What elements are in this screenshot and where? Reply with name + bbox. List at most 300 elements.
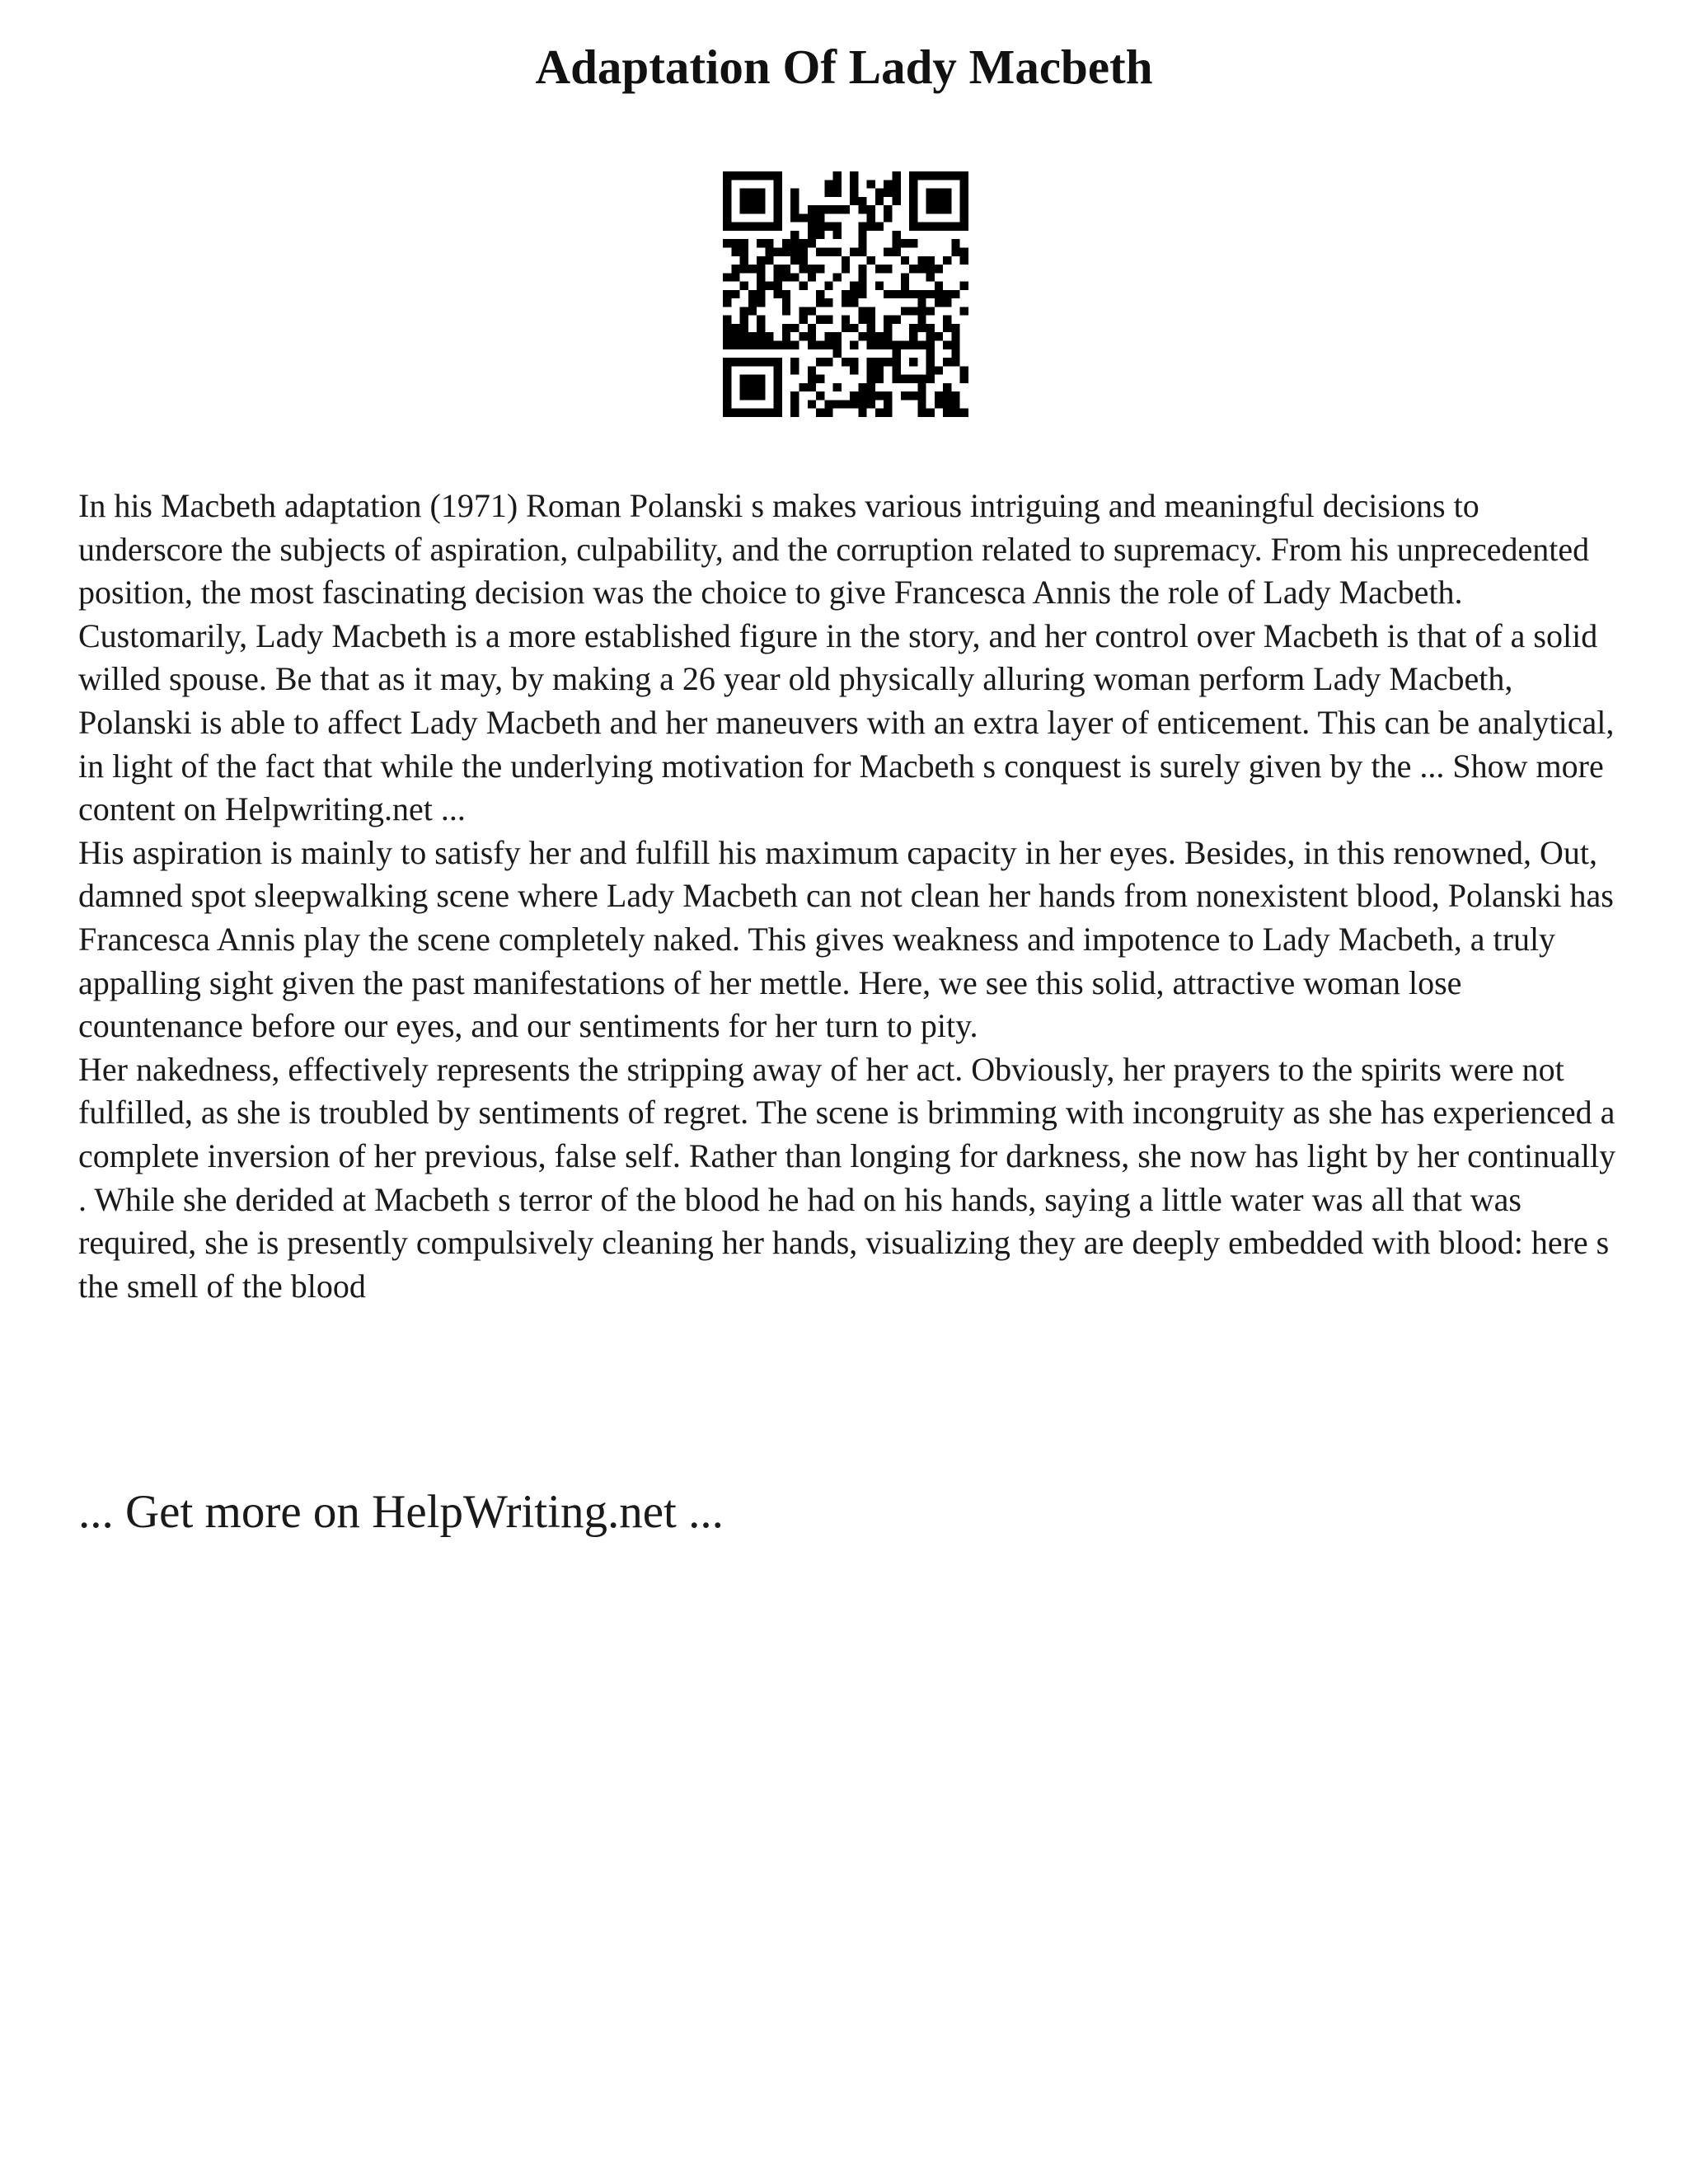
qr-module — [901, 391, 909, 400]
qr-module — [926, 265, 935, 273]
qr-module — [909, 324, 917, 332]
qr-module — [765, 171, 773, 180]
qr-module — [740, 332, 748, 340]
qr-module — [935, 366, 943, 374]
qr-module — [951, 391, 959, 400]
qr-module — [926, 375, 935, 383]
qr-module — [782, 341, 790, 349]
qr-module — [782, 324, 790, 332]
qr-module — [901, 256, 909, 265]
qr-module — [790, 366, 799, 374]
qr-module — [723, 213, 731, 222]
qr-module — [765, 256, 773, 265]
qr-module — [790, 400, 799, 408]
qr-module — [875, 223, 884, 231]
qr-module — [943, 400, 951, 408]
qr-module — [740, 205, 748, 213]
qr-module — [799, 307, 807, 315]
qr-module — [808, 239, 816, 247]
qr-module — [808, 265, 816, 273]
qr-module — [757, 239, 765, 247]
qr-module — [909, 180, 917, 188]
qr-module — [842, 316, 850, 324]
qr-module — [723, 171, 731, 180]
qr-module — [858, 247, 866, 255]
qr-module — [935, 197, 943, 205]
qr-module — [790, 273, 799, 281]
qr-module — [765, 223, 773, 231]
qr-module — [909, 205, 917, 213]
qr-module — [723, 298, 731, 307]
qr-module — [867, 375, 875, 383]
qr-module — [757, 282, 765, 290]
qr-module — [842, 298, 850, 307]
qr-module — [757, 341, 765, 349]
qr-module — [850, 282, 858, 290]
qr-module — [867, 391, 875, 400]
qr-module — [723, 290, 731, 298]
qr-module — [740, 171, 748, 180]
qr-module — [833, 341, 842, 349]
qr-module — [875, 358, 884, 366]
qr-module — [867, 358, 875, 366]
qr-module — [799, 265, 807, 273]
qr-module — [740, 341, 748, 349]
qr-module — [740, 307, 748, 315]
qr-module — [909, 307, 917, 315]
qr-module — [765, 239, 773, 247]
qr-module — [824, 358, 832, 366]
qr-module — [782, 265, 790, 273]
qr-module — [808, 383, 816, 391]
qr-module — [748, 171, 757, 180]
qr-module — [748, 189, 757, 197]
qr-module — [723, 332, 731, 340]
qr-module — [799, 383, 807, 391]
qr-module — [757, 298, 765, 307]
qr-module — [917, 391, 926, 400]
qr-module — [740, 265, 748, 273]
qr-module — [951, 290, 959, 298]
qr-module — [850, 341, 858, 349]
qr-module — [935, 265, 943, 273]
qr-module — [816, 391, 824, 400]
qr-module — [893, 375, 901, 383]
qr-module — [740, 247, 748, 255]
paragraph-3: Her nakedness, effectively represents the stripping away of her act. Obviously, her prayers to the spirits were not fulfilled, as she is troubled by sentiments of regret. The scene is brimming with incongruity as she has experienced a complete inversion of her previous, false self. Rather than longing for darkness, she now has light by her continually . While she derided at Macbeth s terror of the blood he had on his hands, saying a little water was all that was required, she is presently compulsively cleaning her hands, visualizing they are deeply embedded with blood: here s the smell of the blood — [78, 1050, 1616, 1305]
qr-module — [935, 205, 943, 213]
qr-module — [875, 391, 884, 400]
qr-module — [926, 358, 935, 366]
qr-module — [951, 223, 959, 231]
qr-module — [731, 409, 739, 417]
qr-module — [858, 409, 866, 417]
qr-module — [909, 332, 917, 340]
qr-module — [884, 409, 892, 417]
qr-module — [884, 265, 892, 273]
qr-module — [960, 409, 968, 417]
qr-module — [850, 290, 858, 298]
qr-module — [943, 383, 951, 391]
qr-module — [909, 171, 917, 180]
qr-module — [893, 189, 901, 197]
qr-module — [833, 205, 842, 213]
qr-module — [960, 375, 968, 383]
qr-module — [748, 265, 757, 273]
qr-module — [782, 239, 790, 247]
qr-module — [926, 171, 935, 180]
qr-module — [858, 282, 866, 290]
qr-module — [901, 375, 909, 383]
qr-module — [951, 400, 959, 408]
qr-module — [799, 332, 807, 340]
qr-module — [774, 273, 782, 281]
qr-module — [774, 391, 782, 400]
qr-module — [748, 205, 757, 213]
qr-module — [850, 171, 858, 180]
qr-module — [884, 180, 892, 188]
qr-module — [790, 247, 799, 255]
qr-module — [935, 391, 943, 400]
qr-module — [816, 316, 824, 324]
qr-module — [884, 324, 892, 332]
qr-module — [884, 189, 892, 197]
qr-module — [723, 366, 731, 374]
qr-module — [858, 205, 866, 213]
qr-module — [740, 324, 748, 332]
page-title: Adaptation Of Lady Macbeth — [535, 40, 1153, 94]
qr-module — [960, 205, 968, 213]
qr-module — [816, 341, 824, 349]
qr-code-icon[interactable] — [723, 171, 968, 417]
qr-module — [875, 265, 884, 273]
qr-module — [765, 247, 773, 255]
qr-module — [951, 247, 959, 255]
qr-module — [858, 265, 866, 273]
qr-module — [935, 189, 943, 197]
qr-module — [808, 366, 816, 374]
qr-module — [816, 223, 824, 231]
qr-module — [960, 189, 968, 197]
qr-module — [723, 189, 731, 197]
qr-module — [816, 231, 824, 239]
qr-module — [909, 189, 917, 197]
qr-module — [824, 332, 832, 340]
qr-module — [808, 205, 816, 213]
qr-module — [951, 324, 959, 332]
qr-module — [782, 307, 790, 315]
qr-module — [790, 409, 799, 417]
qr-module — [748, 197, 757, 205]
qr-module — [951, 358, 959, 366]
qr-module — [731, 332, 739, 340]
qr-module — [740, 358, 748, 366]
qr-module — [731, 358, 739, 366]
article-body — [78, 485, 1628, 1308]
qr-module — [740, 282, 748, 290]
qr-module — [731, 247, 739, 255]
qr-module — [740, 223, 748, 231]
qr-module — [917, 400, 926, 408]
qr-module — [893, 316, 901, 324]
qr-module — [858, 231, 866, 239]
qr-module — [774, 341, 782, 349]
qr-module — [757, 375, 765, 383]
qr-module — [790, 231, 799, 239]
qr-module — [943, 391, 951, 400]
qr-module — [917, 290, 926, 298]
qr-module — [748, 332, 757, 340]
qr-module — [960, 213, 968, 222]
qr-module — [782, 273, 790, 281]
qr-module — [901, 290, 909, 298]
qr-module — [867, 324, 875, 332]
qr-module — [824, 409, 832, 417]
qr-module — [858, 197, 866, 205]
qr-module — [935, 282, 943, 290]
qr-module — [833, 180, 842, 188]
qr-module — [774, 180, 782, 188]
qr-module — [926, 324, 935, 332]
qr-module — [951, 341, 959, 349]
qr-module — [723, 324, 731, 332]
qr-module — [790, 213, 799, 222]
qr-module — [774, 366, 782, 374]
qr-module — [850, 358, 858, 366]
qr-module — [782, 247, 790, 255]
qr-module — [842, 290, 850, 298]
qr-module — [867, 256, 875, 265]
qr-module — [909, 197, 917, 205]
paragraph-1: In his Macbeth adaptation (1971) Roman Polanski s makes various intriguing and meaningful decisions to underscore the subjects of aspiration, culpability, and the corruption related to supremacy. From his unprecedented position, the most fascinating decision was the choice to give Francesca Annis the role of Lady Macbeth. Customarily, Lady Macbeth is a more established figure in the story, and her control over Macbeth is that of a solid willed spouse. Be that as it may, by making a 26 year old physically alluring woman perform Lady Macbeth, Polanski is able to affect Lady Macbeth and her maneuvers with an extra layer of enticement. This can be analytical, in light of the fact that while the underlying motivation for Macbeth s conquest is surely given by the ... Show more content on Helpwriting.net ... — [78, 487, 1615, 828]
qr-module — [935, 223, 943, 231]
qr-module — [757, 409, 765, 417]
qr-module — [748, 298, 757, 307]
qr-module — [893, 358, 901, 366]
qr-module — [774, 189, 782, 197]
qr-module — [960, 180, 968, 188]
qr-module — [884, 205, 892, 213]
qr-module — [723, 358, 731, 366]
qr-module — [951, 171, 959, 180]
qr-module — [842, 256, 850, 265]
qr-module — [765, 409, 773, 417]
qr-module — [867, 307, 875, 315]
qr-module — [748, 375, 757, 383]
qr-module — [858, 316, 866, 324]
qr-module — [774, 205, 782, 213]
qr-module — [917, 383, 926, 391]
qr-module — [748, 290, 757, 298]
qr-module — [943, 205, 951, 213]
qr-module — [731, 290, 739, 298]
qr-module — [765, 358, 773, 366]
qr-module — [824, 180, 832, 188]
qr-module — [723, 341, 731, 349]
qr-module — [808, 213, 816, 222]
qr-module — [926, 332, 935, 340]
qr-module — [901, 341, 909, 349]
qr-module — [935, 171, 943, 180]
qr-module — [808, 324, 816, 332]
qr-module — [748, 223, 757, 231]
qr-module — [740, 409, 748, 417]
qr-module — [731, 273, 739, 281]
qr-module — [858, 307, 866, 315]
qr-module — [790, 341, 799, 349]
qr-module — [842, 265, 850, 273]
qr-code-graphic — [723, 171, 968, 417]
qr-module — [951, 409, 959, 417]
qr-module — [723, 400, 731, 408]
qr-module — [808, 307, 816, 315]
qr-module — [909, 213, 917, 222]
qr-module — [816, 298, 824, 307]
qr-module — [740, 239, 748, 247]
qr-module — [858, 273, 866, 281]
qr-module — [723, 273, 731, 281]
qr-module — [757, 383, 765, 391]
qr-module — [917, 298, 926, 307]
qr-module — [774, 213, 782, 222]
qr-module — [774, 197, 782, 205]
qr-module — [757, 205, 765, 213]
qr-module — [740, 197, 748, 205]
qr-module — [799, 256, 807, 265]
qr-module — [943, 189, 951, 197]
qr-module — [723, 316, 731, 324]
qr-module — [850, 366, 858, 374]
qr-module — [824, 298, 832, 307]
qr-module — [867, 213, 875, 222]
qr-module — [917, 171, 926, 180]
qr-module — [782, 290, 790, 298]
qr-module — [774, 409, 782, 417]
qr-module — [824, 247, 832, 255]
qr-module — [808, 375, 816, 383]
qr-module — [757, 197, 765, 205]
qr-module — [960, 223, 968, 231]
qr-module — [833, 383, 842, 391]
qr-module — [731, 239, 739, 247]
qr-module — [901, 273, 909, 281]
qr-module — [808, 223, 816, 231]
qr-module — [723, 409, 731, 417]
qr-module — [926, 189, 935, 197]
qr-module — [909, 341, 917, 349]
qr-module — [757, 316, 765, 324]
qr-module — [909, 391, 917, 400]
qr-module — [774, 358, 782, 366]
qr-module — [740, 375, 748, 383]
paragraph-2: His aspiration is mainly to satisfy her and fulfill his maximum capacity in her eyes. Besides, in this renowned, Out, damned spot sleepwalking scene where Lady Macbeth can not clean her hands from nonexistent blood, Polanski has Francesca Annis play the scene completely naked. This gives weakness and impotence to Lady Macbeth, a truly appalling sight given the past manifestations of her mettle. Here, we see this solid, attractive woman lose countenance before our eyes, and our sentiments for her turn to pity. — [78, 833, 1614, 1045]
qr-module — [842, 400, 850, 408]
qr-module — [790, 189, 799, 197]
qr-module — [774, 290, 782, 298]
qr-module — [875, 282, 884, 290]
qr-module — [824, 316, 832, 324]
qr-module — [960, 171, 968, 180]
qr-module — [858, 332, 866, 340]
qr-module — [782, 298, 790, 307]
qr-module — [858, 239, 866, 247]
qr-module — [960, 256, 968, 265]
qr-module — [774, 375, 782, 383]
qr-module — [867, 332, 875, 340]
qr-module — [765, 282, 773, 290]
qr-module — [833, 223, 842, 231]
qr-module — [748, 383, 757, 391]
qr-module — [748, 307, 757, 315]
qr-module — [790, 391, 799, 400]
qr-module — [723, 391, 731, 400]
qr-module — [782, 332, 790, 340]
qr-module — [850, 197, 858, 205]
qr-module — [757, 391, 765, 400]
qr-module — [917, 324, 926, 332]
qr-module — [799, 213, 807, 222]
qr-module — [757, 265, 765, 273]
qr-module — [858, 383, 866, 391]
qr-module — [833, 400, 842, 408]
qr-module — [757, 290, 765, 298]
qr-module — [731, 171, 739, 180]
qr-module — [960, 282, 968, 290]
qr-module — [765, 341, 773, 349]
qr-module — [816, 290, 824, 298]
qr-module — [850, 391, 858, 400]
qr-module — [816, 409, 824, 417]
qr-module — [808, 231, 816, 239]
qr-module — [867, 383, 875, 391]
qr-module — [824, 223, 832, 231]
qr-module — [816, 265, 824, 273]
qr-module — [884, 332, 892, 340]
qr-module — [850, 298, 858, 307]
get-more-link[interactable]: ... Get more on HelpWriting.net ... — [78, 1486, 724, 1538]
qr-module — [824, 189, 832, 197]
qr-module — [757, 273, 765, 281]
qr-module — [935, 400, 943, 408]
qr-module — [943, 197, 951, 205]
qr-module — [917, 256, 926, 265]
qr-module — [893, 239, 901, 247]
qr-module — [790, 358, 799, 366]
qr-module — [893, 290, 901, 298]
qr-module — [723, 180, 731, 188]
qr-module — [951, 239, 959, 247]
qr-module — [926, 366, 935, 374]
qr-module — [850, 189, 858, 197]
qr-module — [901, 239, 909, 247]
qr-module — [774, 171, 782, 180]
qr-module — [757, 332, 765, 340]
qr-module — [909, 290, 917, 298]
qr-module — [960, 366, 968, 374]
qr-module — [960, 307, 968, 315]
qr-module — [943, 171, 951, 180]
qr-module — [748, 391, 757, 400]
qr-module — [774, 400, 782, 408]
qr-module — [926, 290, 935, 298]
qr-module — [926, 341, 935, 349]
qr-module — [943, 316, 951, 324]
qr-module — [943, 298, 951, 307]
qr-module — [833, 231, 842, 239]
qr-module — [960, 197, 968, 205]
qr-module — [909, 375, 917, 383]
qr-module — [850, 247, 858, 255]
